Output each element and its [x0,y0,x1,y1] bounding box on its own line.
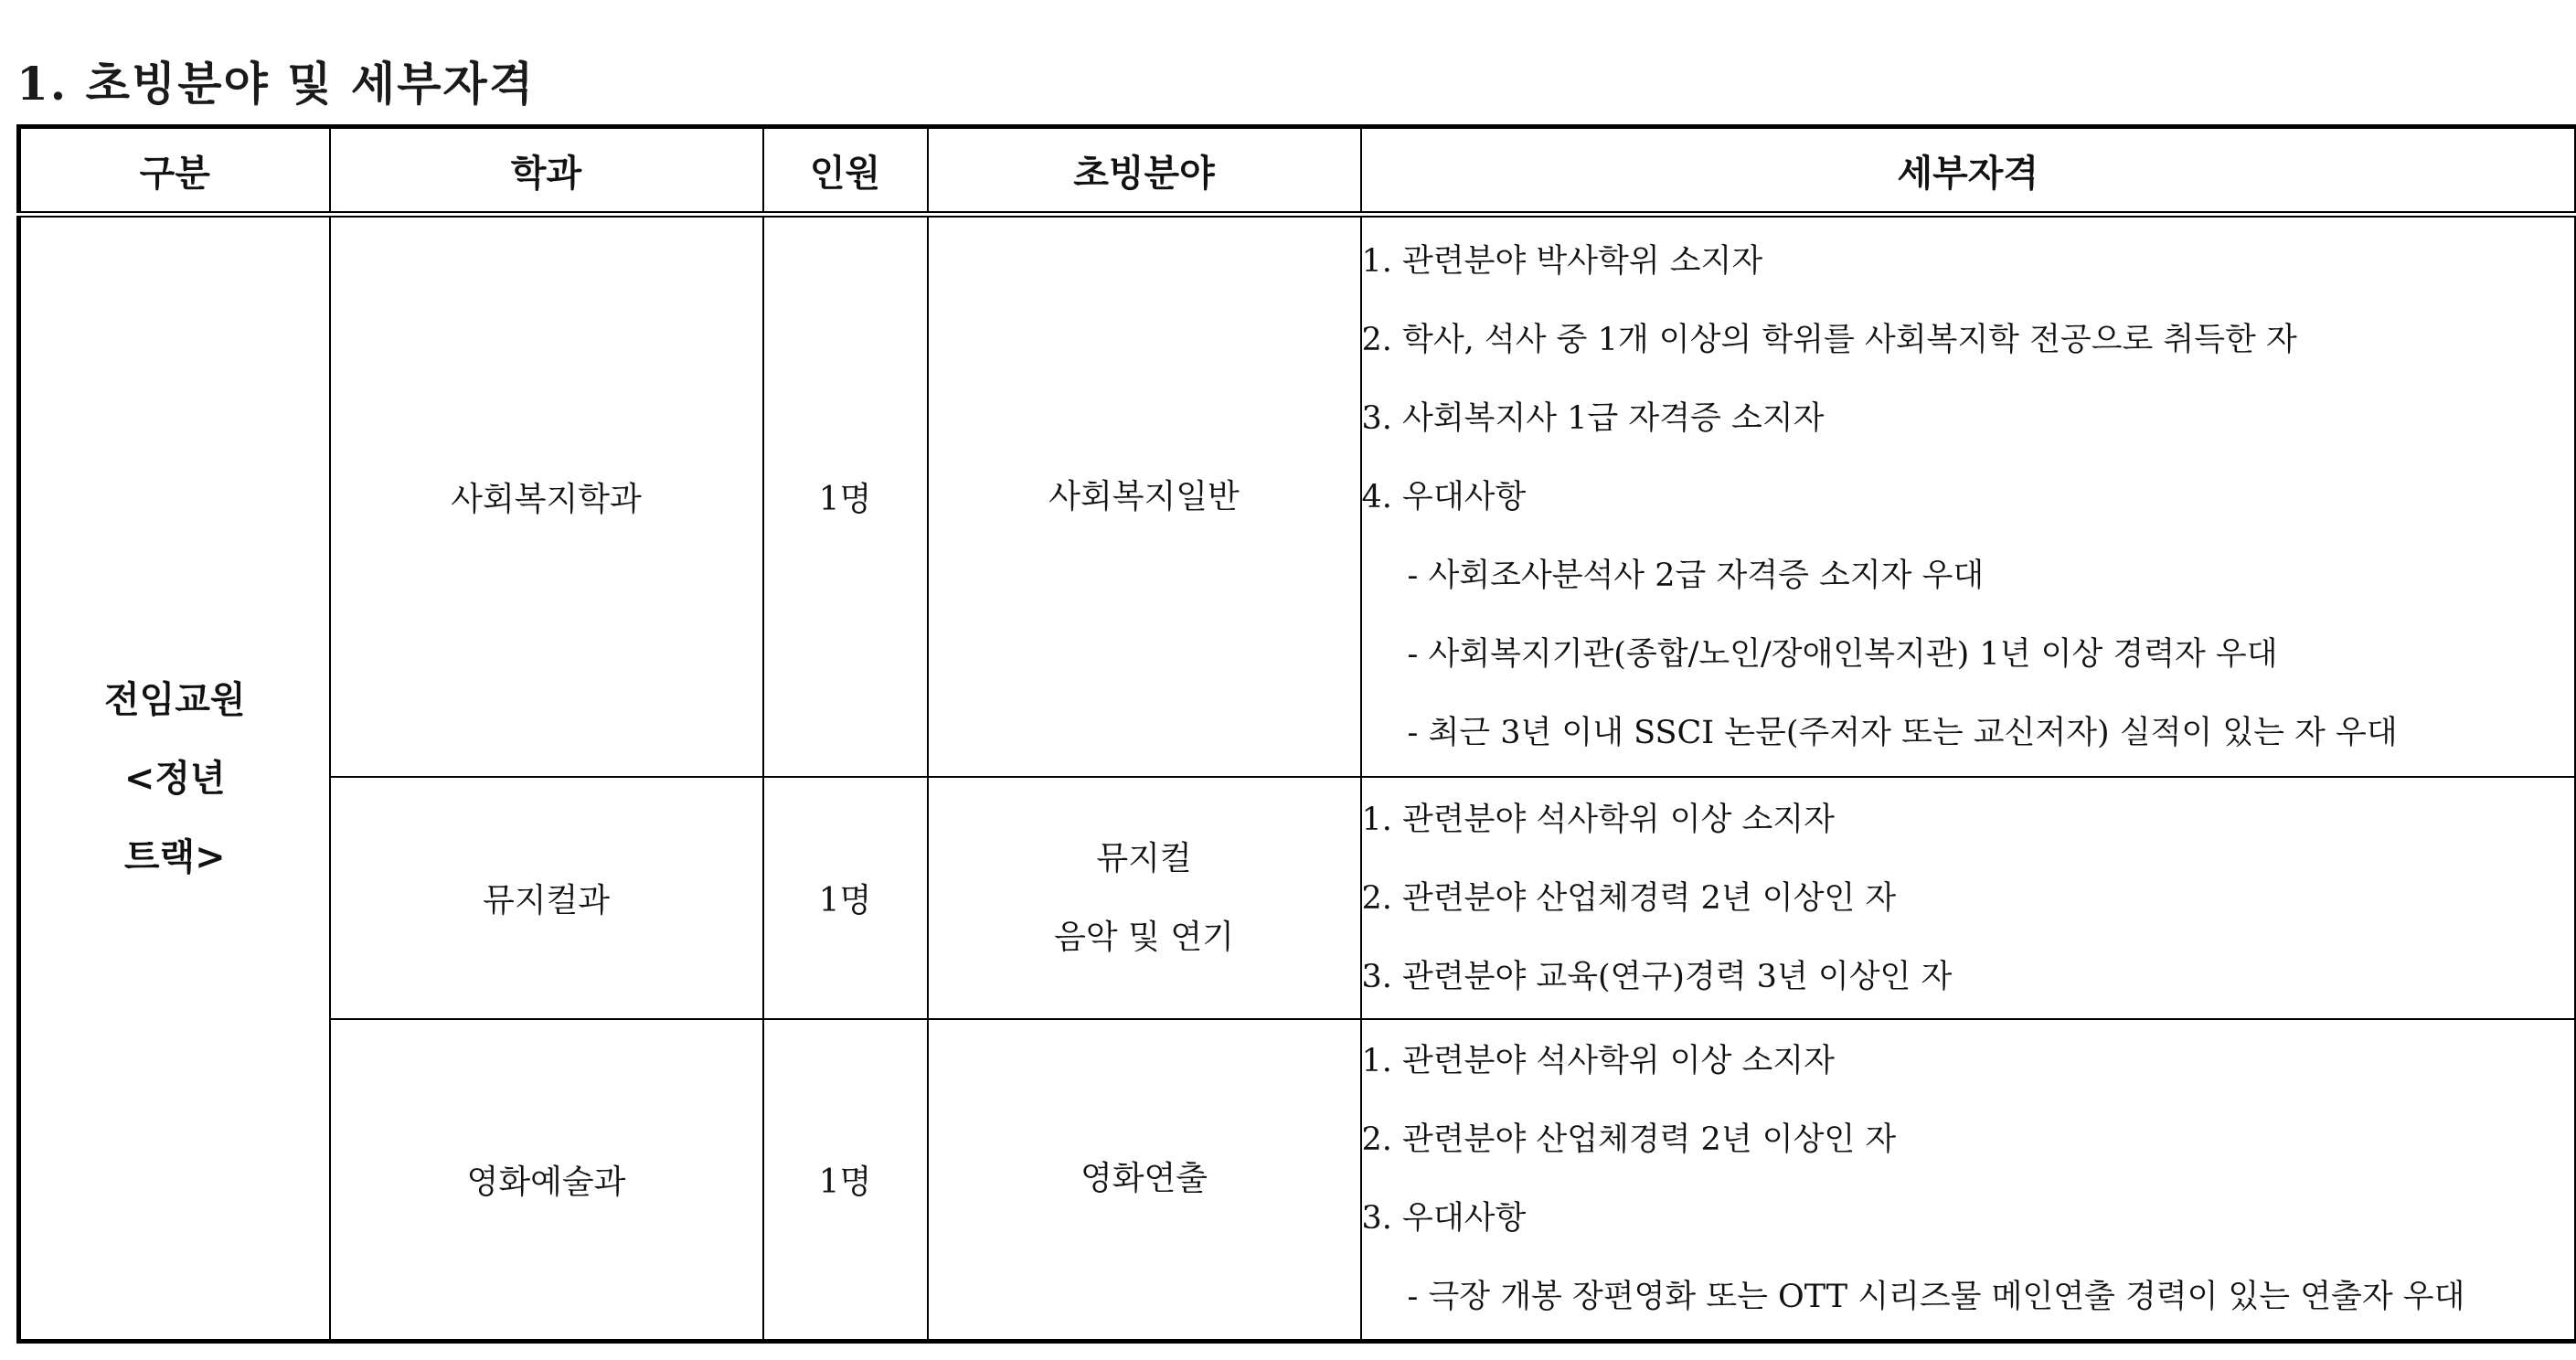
header-qualifications: 세부자격 [1361,127,2576,215]
recruitment-table [16,124,2576,1344]
field-line: 뮤지컬 [1096,839,1192,877]
table-row [19,777,2576,1018]
department-cell: 뮤지컬과 [330,777,763,1018]
category-line: <정년 [123,756,226,800]
qualifications-cell [1361,1019,2576,1342]
field-cell [928,777,1361,1018]
qualification-item: 1. 관련분야 석사학위 이상 소지자 [1361,1043,1835,1080]
header-field: 초빙분야 [928,127,1361,215]
qualification-item: 2. 학사, 석사 중 1개 이상의 학위를 사회복지학 전공으로 취득한 자 [1361,321,2297,358]
qualification-item: 3. 우대사항 [1361,1200,1527,1238]
field-cell [928,1019,1361,1342]
qualification-subitem: - 사회조사분석사 2급 자격증 소지자 우대 [1407,557,1985,594]
header-department: 학과 [330,127,763,215]
qualification-item: 3. 사회복지사 1급 자격증 소지자 [1361,399,1825,437]
category-line: 트랙> [123,834,226,878]
qualification-item: 1. 관련분야 석사학위 이상 소지자 [1361,801,1835,838]
qualification-subitem: - 극장 개봉 장편영화 또는 OTT 시리즈물 메인연출 경력이 있는 연출자 우대 [1407,1279,2465,1316]
header-category: 구분 [19,127,330,215]
qualification-subitem: - 최근 3년 이내 SSCI 논문(주저자 또는 교신저자) 실적이 있는 자 우대 [1407,714,2398,751]
qualification-item: 1. 관련분야 박사학위 소지자 [1361,242,1763,280]
count-cell: 1명 [763,215,928,778]
table-row [19,1019,2576,1342]
header-count: 인원 [763,127,928,215]
qualification-item: 2. 관련분야 산업체경력 2년 이상인 자 [1361,879,1897,917]
qualification-item: 2. 관련분야 산업체경력 2년 이상인 자 [1361,1121,1897,1159]
qualifications-cell [1361,777,2576,1018]
qualification-subitem: - 사회복지기관(종합/노인/장애인복지관) 1년 이상 경력자 우대 [1407,635,2278,673]
qualifications-cell [1361,215,2576,778]
field-cell [928,215,1361,778]
page-title: 1. 초빙분야 및 세부자격 [16,57,536,111]
department-cell: 사회복지학과 [330,215,763,778]
count-cell: 1명 [763,1019,928,1342]
table-row [19,215,2576,778]
field-line: 사회복지일반 [1048,477,1240,515]
qualification-item: 3. 관련분야 교육(연구)경력 3년 이상인 자 [1361,958,1953,995]
category-line: 전임교원 [103,677,246,721]
field-line: 음악 및 연기 [1054,918,1234,956]
count-cell: 1명 [763,777,928,1018]
department-cell: 영화예술과 [330,1019,763,1342]
category-cell [19,215,330,1342]
qualification-item: 4. 우대사항 [1361,478,1527,515]
field-line: 영화연출 [1080,1160,1208,1198]
header-row [19,127,2576,215]
